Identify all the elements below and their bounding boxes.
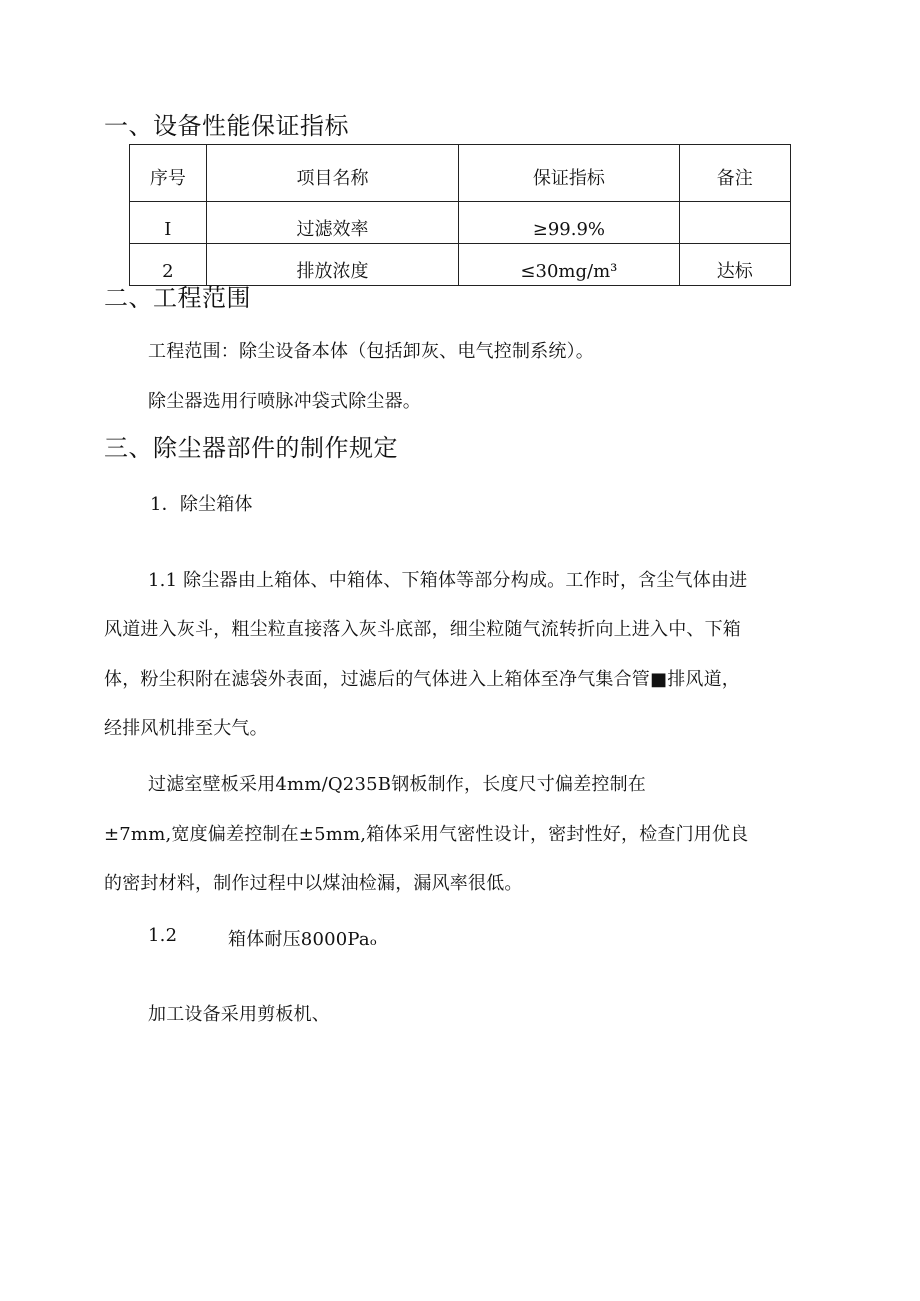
performance-table bbox=[129, 144, 791, 286]
para2-line1: 过滤室壁板采用4mm∕Q235B钢板制作，长度尺寸偏差控制在 bbox=[148, 774, 646, 795]
para1-line4: 经排风机排至大气。 bbox=[104, 718, 268, 739]
row-note: 达标 bbox=[679, 244, 790, 286]
para1-line1: 1.1 除尘器由上箱体、中箱体、下箱体等部分构成。工作时，含尘气体由进 bbox=[148, 570, 748, 591]
header-item-name: 项目名称 bbox=[206, 145, 459, 202]
subsection-1-title: 1．除尘箱体 bbox=[150, 494, 253, 515]
para2-line3: 的密封材料，制作过程中以煤油检漏，漏风率很低。 bbox=[104, 873, 523, 894]
para1-line3: 体，粉尘积附在滤袋外表面，过滤后的气体进入上箱体至净气集合管■排风道， bbox=[104, 669, 741, 690]
para3-text: 箱体耐压8000Paₒ bbox=[228, 929, 377, 950]
section-1-title: 一、设备性能保证指标 bbox=[104, 112, 349, 140]
header-guarantee: 保证指标 bbox=[459, 145, 679, 202]
para2-line2: ±7mm,宽度偏差控制在±5mm,箱体采用气密性设计，密封性好，检查门用优良 bbox=[104, 824, 749, 845]
table-header-row bbox=[130, 145, 791, 202]
table-row bbox=[130, 202, 791, 244]
row-value: ≥99.9% bbox=[459, 202, 679, 244]
header-note: 备注 bbox=[679, 145, 790, 202]
para4-line1: 加工设备采用剪板机、 bbox=[148, 1004, 330, 1025]
scope-line-1: 工程范围：除尘设备本体（包括卸灰、电气控制系统）。 bbox=[148, 341, 594, 362]
section-2-title: 二、工程范围 bbox=[104, 284, 251, 312]
row-no: I bbox=[130, 202, 207, 244]
row-note bbox=[679, 202, 790, 244]
scope-line-2: 除尘器选用行喷脉冲袋式除尘器。 bbox=[148, 391, 421, 412]
header-no: 序号 bbox=[130, 145, 207, 202]
row-name: 过滤效率 bbox=[206, 202, 459, 244]
row-name: 排放浓度 bbox=[206, 244, 459, 286]
section-3-title: 三、除尘器部件的制作规定 bbox=[104, 434, 398, 462]
row-value: ≤30mg/m³ bbox=[459, 244, 679, 286]
row-no: 2 bbox=[130, 244, 207, 286]
para1-line2: 风道进入灰斗，粗尘粒直接落入灰斗底部，细尘粒随气流转折向上进入中、下箱 bbox=[104, 619, 741, 640]
para3-number: 1.2 bbox=[148, 925, 178, 946]
